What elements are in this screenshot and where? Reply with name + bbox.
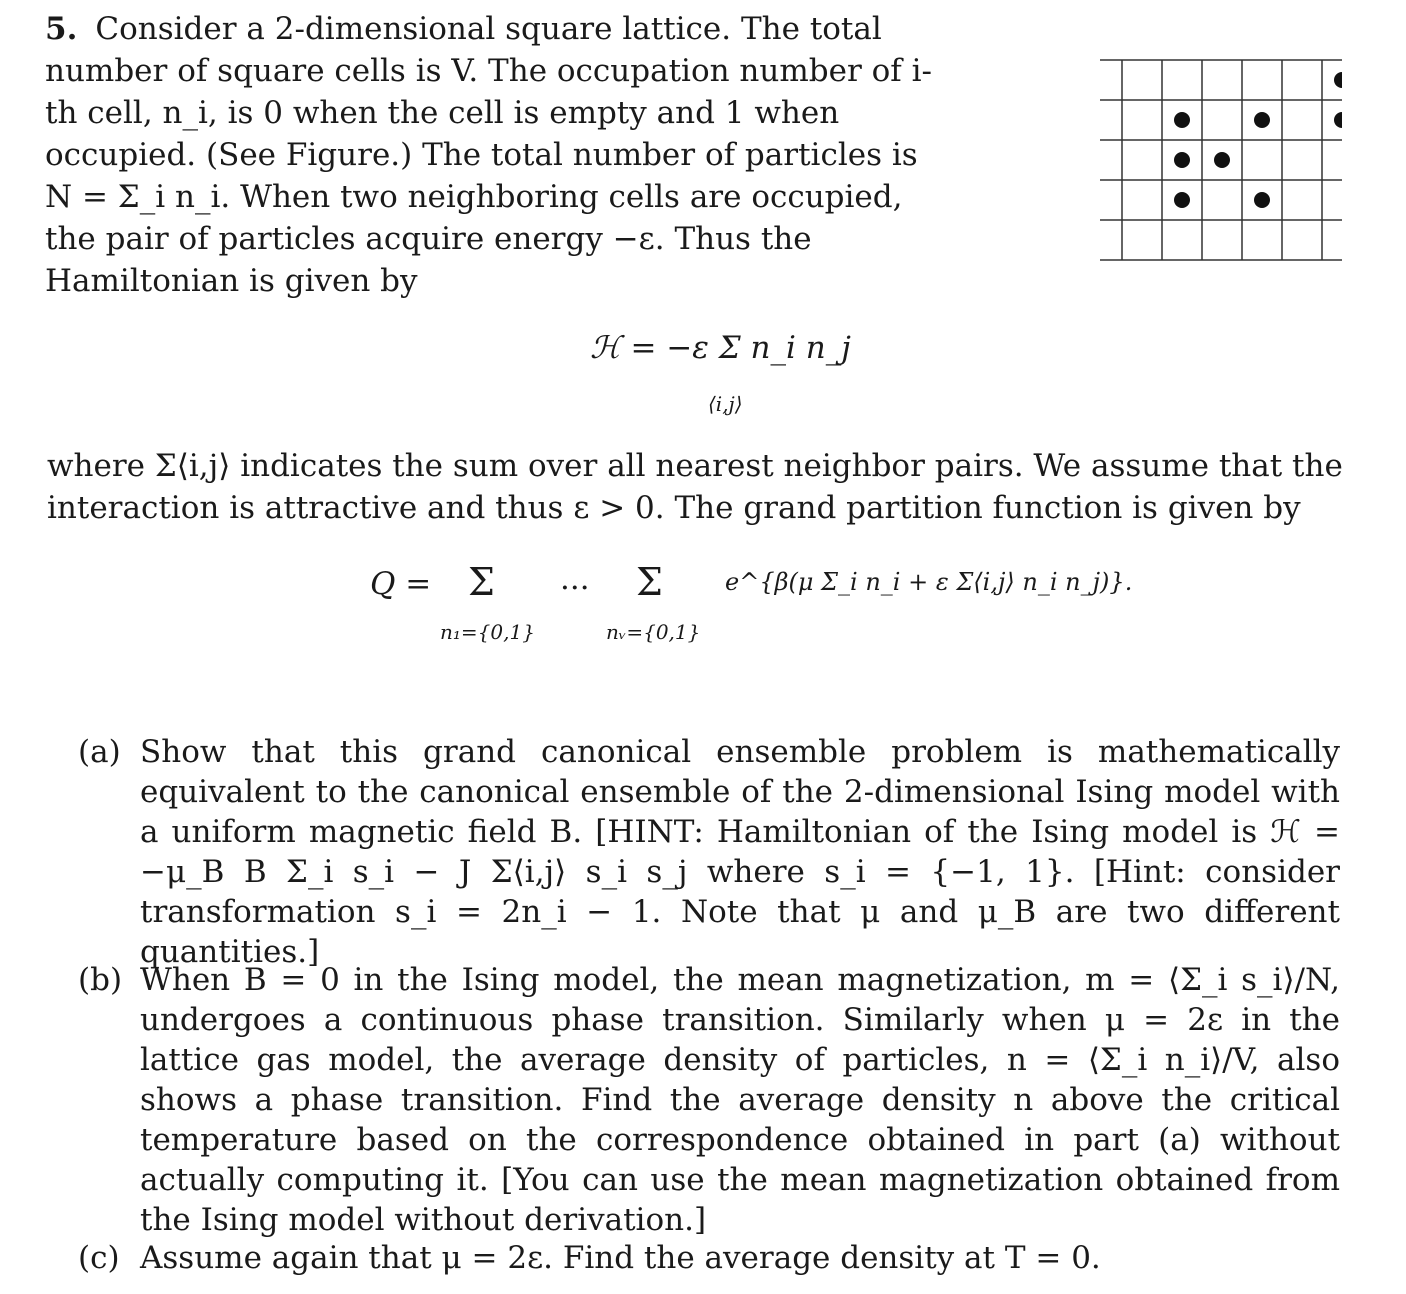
- lattice-svg: [1100, 55, 1342, 267]
- particle-dot: [1174, 152, 1190, 168]
- lattice-figure: [1100, 55, 1342, 267]
- problem-intro: [45, 8, 945, 302]
- part-c: [78, 1238, 1340, 1278]
- particle-dot: [1254, 192, 1270, 208]
- partition-dots: ···: [560, 570, 590, 606]
- particle-dot: [1174, 192, 1190, 208]
- paragraph-2: where Σ⟨i,j⟩ indicates the sum over all nearest neighbor pairs. We assume that the interaction is attractive and thus ε > 0. The grand partition function is given by: [47, 448, 1343, 526]
- sum-2-subscript: nᵥ={0,1}: [606, 620, 701, 644]
- part-a: [78, 732, 1340, 972]
- particle-dot: [1214, 152, 1230, 168]
- part-b-label: (b): [78, 962, 123, 998]
- particle-dot: [1174, 112, 1190, 128]
- hamiltonian-equation: [590, 330, 851, 366]
- part-a-label: (a): [78, 734, 121, 770]
- sum-symbol-1: Σ: [468, 560, 495, 604]
- part-c-label: (c): [78, 1240, 120, 1276]
- part-a-text: Show that this grand canonical ensemble problem is mathematically equivalent to the canonical ensemble of the 2-dimensional Ising model with a uniform magnetic field B. [HINT: Hamiltonian of the Ising model is ℋ = −μ_B B Σ_i s_i − J Σ⟨i,j⟩ s_i s_j where s_i = {−1, 1}. [Hint: consider transformation s_i = 2n_i − 1. Note that μ and μ_B are two different quantities.]: [140, 734, 1340, 970]
- part-c-text: Assume again that μ = 2ε. Find the average density at T = 0.: [140, 1240, 1101, 1276]
- particle-dot: [1334, 72, 1342, 88]
- partition-lhs: Q =: [370, 566, 432, 602]
- intro-text: Consider a 2-dimensional square lattice. The total number of square cells is V. The occupation number of i-th cell, n_i, is 0 when the cell is empty and 1 when occupied. (See Figure.) The total number of particles is N = Σ_i n_i. When two neighboring cells are occupied, the pair of particles acquire energy −ε. Thus the Hamiltonian is given by: [45, 11, 932, 299]
- hamiltonian-subscript: ⟨i,j⟩: [708, 392, 743, 416]
- part-b: [78, 960, 1340, 1240]
- sum-1-subscript: n₁={0,1}: [440, 620, 535, 644]
- problem-number: 5.: [45, 11, 78, 47]
- sum-symbol-2: Σ: [636, 560, 663, 604]
- particle-dot: [1334, 112, 1342, 128]
- partition-exponential: e^{β(μ Σ_i n_i + ε Σ⟨i,j⟩ n_i n_j)}.: [725, 568, 1133, 596]
- particle-dot: [1254, 112, 1270, 128]
- part-b-text: When B = 0 in the Ising model, the mean magnetization, m = ⟨Σ_i s_i⟩/N, undergoes a continuous phase transition. Similarly when μ = 2ε in the lattice gas model, the average density of particles, n = ⟨Σ_i n_i⟩/V, also shows a phase transition. Find the average density n above the critical temperature based on the correspondence obtained in part (a) without actually computing it. [You can use the mean magnetization obtained from the Ising model without derivation.]: [140, 962, 1340, 1238]
- hamiltonian-expression: ℋ = −ε Σ n_i n_j: [590, 330, 851, 366]
